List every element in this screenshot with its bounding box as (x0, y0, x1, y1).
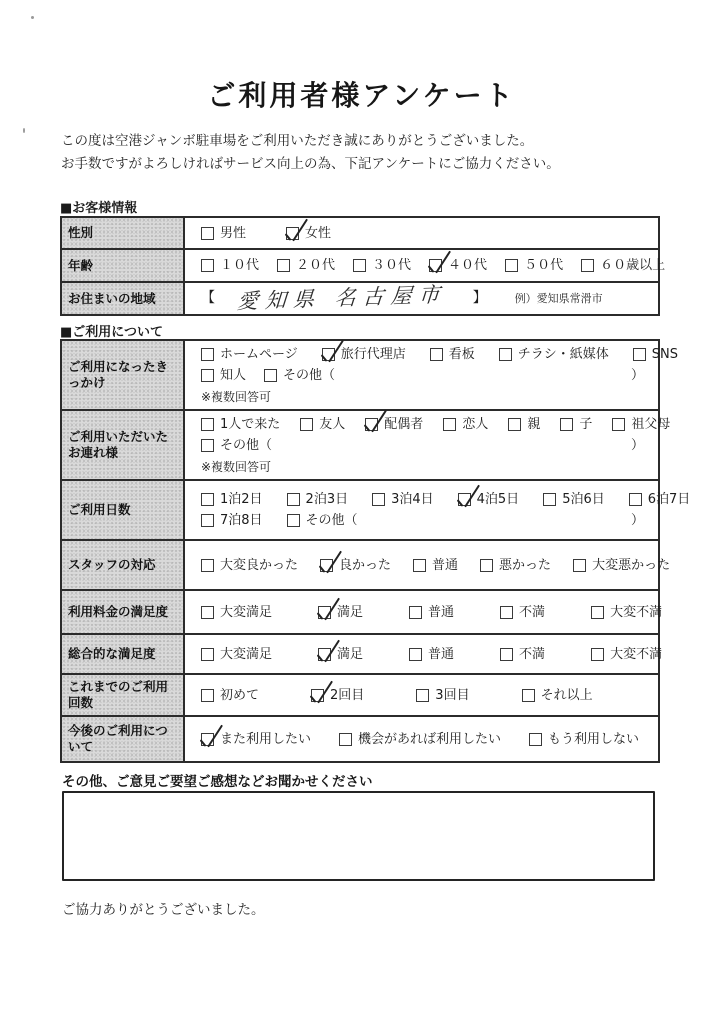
close-paren: ） (630, 513, 644, 528)
checkbox-label: それ以上 (540, 687, 593, 703)
close-bracket: 】 (472, 290, 487, 306)
page-title: ご利用者様アンケート (207, 79, 516, 112)
intro-text (61, 130, 560, 176)
checkbox-label: 大変良かった (220, 557, 299, 573)
section-heading-usage: ■ご利用について (60, 325, 164, 340)
row-label: 年齢 (61, 249, 184, 282)
checkbox[interactable] (287, 493, 300, 506)
table-row-gender (61, 217, 659, 249)
table-row-future-use (61, 716, 659, 762)
checkbox-label: 普通 (428, 604, 455, 620)
checkbox[interactable] (500, 606, 513, 619)
checkbox-label: 大変満足 (220, 646, 273, 662)
checkbox-label: 旅行代理店 (340, 347, 406, 362)
checkbox-option[interactable] (201, 344, 298, 365)
checkbox-label: 初めて (220, 687, 260, 703)
checkbox-label: ２０代 (296, 258, 336, 273)
checkbox[interactable] (201, 439, 214, 452)
checkbox-label: その他（ (220, 438, 273, 453)
checkbox-option[interactable] (416, 685, 469, 706)
checkbox[interactable] (629, 493, 642, 506)
checkbox-option[interactable] (287, 489, 349, 510)
checkbox-option[interactable] (201, 489, 263, 510)
checkbox-option[interactable] (201, 685, 259, 706)
checkbox-option[interactable] (311, 685, 364, 706)
checkbox-label: 看板 (448, 347, 475, 362)
checkbox-option[interactable] (629, 489, 691, 510)
intro-line-2: お手数ですがよろしければサービス向上の為、下記アンケートにご協力ください。 (61, 156, 560, 172)
checkbox-option[interactable] (201, 255, 259, 276)
checkbox-option[interactable] (201, 510, 263, 531)
checkbox-label: 男性 (220, 225, 247, 241)
checkbox[interactable] (612, 418, 625, 431)
checkbox-option[interactable] (201, 644, 272, 665)
checkbox-label: チラシ・紙媒体 (517, 347, 609, 362)
checkbox-option[interactable] (581, 255, 665, 276)
checkbox[interactable] (591, 606, 604, 619)
checkbox[interactable] (560, 418, 573, 431)
checkbox[interactable] (430, 348, 443, 361)
checkbox-label: ３０代 (372, 258, 412, 273)
checkbox[interactable] (458, 493, 471, 506)
checkbox[interactable] (591, 648, 604, 661)
table-row-nights (61, 480, 659, 540)
row-label: お住まいの地域 (61, 282, 184, 315)
checkbox-option[interactable] (429, 255, 487, 276)
close-paren: ） (630, 438, 644, 453)
checkbox[interactable] (505, 259, 518, 272)
checkbox[interactable] (573, 559, 586, 572)
open-bracket: 【 (201, 290, 215, 306)
checkbox-option[interactable] (353, 255, 411, 276)
checkbox[interactable] (318, 648, 331, 661)
checkbox-option[interactable] (409, 644, 454, 665)
row-label: 性別 (61, 217, 184, 249)
checkbox-label: SNS (651, 347, 679, 362)
checkbox-label: 3泊4日 (391, 492, 434, 507)
checkbox-option[interactable] (320, 555, 391, 576)
checkbox-label: 知人 (220, 368, 247, 383)
checkbox-option[interactable] (286, 223, 331, 244)
checkbox[interactable] (500, 648, 513, 661)
row-label: ご利用になったきっかけ (61, 340, 184, 410)
checkbox-label: 6泊7日 (647, 492, 691, 507)
checkbox-label: 祖父母 (631, 417, 671, 432)
checkbox[interactable] (409, 606, 422, 619)
checkbox[interactable] (499, 348, 512, 361)
checkbox-option[interactable] (339, 729, 501, 750)
checkbox[interactable] (508, 418, 521, 431)
thanks-text: ご協力ありがとうございました。 (62, 902, 265, 918)
checkbox-option[interactable] (372, 489, 434, 510)
checkbox[interactable] (353, 259, 366, 272)
checkbox-option[interactable] (365, 414, 423, 435)
checkbox-option[interactable] (201, 602, 272, 623)
comment-heading: その他、ご意見ご要望ご感想などお聞かせください (62, 774, 373, 790)
checkbox-label: その他（ (283, 368, 336, 383)
checkbox-label: 7泊8日 (220, 513, 263, 528)
table-row-overall-satisfaction (61, 634, 659, 674)
checkbox[interactable] (311, 689, 324, 702)
checkbox-option[interactable] (573, 555, 670, 576)
multi-answer-note: ※複数回答可 (201, 460, 272, 474)
table-row-age (61, 249, 659, 282)
usage-table (60, 339, 691, 763)
multi-answer-note: ※複数回答可 (201, 390, 272, 404)
checkbox-label: 大変不満 (610, 604, 663, 620)
checkbox-option[interactable] (500, 602, 545, 623)
checkbox[interactable] (339, 733, 352, 746)
checkbox-option[interactable] (264, 365, 335, 386)
checkbox-label: ６０歳以上 (600, 258, 666, 273)
table-row-trigger (61, 340, 659, 410)
comment-box[interactable] (62, 791, 655, 881)
checkbox-option[interactable] (409, 602, 454, 623)
checkbox-option[interactable] (277, 255, 335, 276)
checkbox-label: 3回目 (435, 687, 470, 703)
close-paren: ） (630, 368, 644, 383)
checkbox-label: ５０代 (524, 258, 564, 273)
checkbox[interactable] (365, 418, 378, 431)
checkbox-option[interactable] (529, 729, 639, 750)
checkbox-option[interactable] (543, 489, 605, 510)
checkbox-label: また利用したい (220, 731, 312, 747)
checkbox-label: 配偶者 (384, 417, 424, 432)
checkbox-option[interactable] (499, 344, 609, 365)
table-row-staff (61, 540, 659, 590)
checkbox[interactable] (633, 348, 646, 361)
checkbox-option[interactable] (500, 644, 545, 665)
row-label: 利用料金の満足度 (61, 590, 184, 634)
checkbox-option[interactable] (443, 414, 488, 435)
checkbox-label: １０代 (220, 258, 260, 273)
scan-speck (31, 16, 34, 19)
row-label: これまでのご利用回数 (61, 674, 184, 716)
checkbox[interactable] (201, 733, 214, 746)
table-row-region (61, 282, 659, 315)
table-row-price-satisfaction (61, 590, 659, 634)
checkbox[interactable] (264, 369, 277, 382)
checkbox-label: 子 (579, 417, 593, 432)
checkbox-option[interactable] (318, 602, 363, 623)
checkbox-label: 大変悪かった (592, 557, 671, 573)
checkbox-label: ホームページ (220, 347, 298, 362)
region-input[interactable] (184, 282, 659, 315)
row-label: 総合的な満足度 (61, 634, 184, 674)
checkbox-label: 女性 (305, 225, 332, 241)
checkbox-option[interactable] (591, 602, 662, 623)
checkbox-option[interactable] (612, 414, 670, 435)
checkbox-option[interactable] (287, 510, 358, 531)
checkbox-label: 普通 (432, 557, 459, 573)
checkbox[interactable] (443, 418, 456, 431)
checkbox[interactable] (322, 348, 335, 361)
checkbox-label: 1泊2日 (220, 492, 263, 507)
intro-line-1: この度は空港ジャンボ駐車場をご利用いただき誠にありがとうございました。 (61, 133, 534, 149)
checkbox-option[interactable] (413, 555, 458, 576)
checkbox-option[interactable] (505, 255, 563, 276)
checkbox[interactable] (287, 514, 300, 527)
checkbox[interactable] (201, 559, 214, 572)
checkbox[interactable] (201, 514, 214, 527)
checkbox[interactable] (480, 559, 493, 572)
checkbox-label: 機会があれば利用したい (358, 731, 502, 747)
checkbox-label: 親 (527, 417, 541, 432)
checkbox-label: 不満 (519, 646, 546, 662)
checkbox-option[interactable] (201, 555, 298, 576)
checkbox-label: 友人 (319, 417, 346, 432)
table-row-companions (61, 410, 659, 480)
checkbox-label: 良かった (339, 557, 392, 573)
checkbox[interactable] (300, 418, 313, 431)
checkbox[interactable] (416, 689, 429, 702)
checkbox-option[interactable] (522, 685, 593, 706)
checkbox-option[interactable] (201, 414, 280, 435)
section-heading-customer-info: ■お客様情報 (60, 201, 138, 216)
row-label: ご利用いただいたお連れ様 (61, 410, 184, 480)
checkbox-option[interactable] (201, 729, 311, 750)
checkbox-label: その他（ (305, 513, 358, 528)
checkbox[interactable] (201, 493, 214, 506)
checkbox-label: 5泊6日 (562, 492, 605, 507)
row-label: スタッフの対応 (61, 540, 184, 590)
table-row-visit-count (61, 674, 659, 716)
checkbox-label: 恋人 (462, 417, 489, 432)
checkbox[interactable] (277, 259, 290, 272)
checkbox-label: 普通 (428, 646, 455, 662)
customer-info-table (60, 216, 666, 316)
checkbox[interactable] (529, 733, 542, 746)
checkbox-option[interactable] (201, 365, 246, 386)
checkbox[interactable] (409, 648, 422, 661)
checkbox-label: 不満 (519, 604, 546, 620)
checkbox[interactable] (201, 227, 214, 240)
checkbox[interactable] (201, 606, 214, 619)
checkbox-label: 1人で来た (220, 417, 281, 432)
checkbox[interactable] (201, 689, 214, 702)
checkbox-option[interactable] (458, 489, 520, 510)
checkbox-option[interactable] (201, 435, 272, 456)
row-label: 今後のご利用について (61, 716, 184, 762)
checkbox-option[interactable] (430, 344, 475, 365)
checkbox-option[interactable] (508, 414, 540, 435)
checkbox-option[interactable] (591, 644, 662, 665)
checkbox-option[interactable] (560, 414, 592, 435)
checkbox[interactable] (522, 689, 535, 702)
checkbox-option[interactable] (318, 644, 363, 665)
checkbox-label: 悪かった (499, 557, 552, 573)
checkbox[interactable] (201, 418, 214, 431)
checkbox[interactable] (201, 348, 214, 361)
checkbox-label: 満足 (337, 646, 364, 662)
checkbox[interactable] (429, 259, 442, 272)
checkbox-option[interactable] (300, 414, 345, 435)
checkbox-label: 大変満足 (220, 604, 273, 620)
checkbox-label: ４０代 (448, 258, 488, 273)
region-handwritten-value: 愛知県 名古屋市 (236, 282, 448, 314)
checkbox[interactable] (372, 493, 385, 506)
checkbox-label: 4泊5日 (476, 492, 520, 507)
checkbox[interactable] (413, 559, 426, 572)
checkbox[interactable] (201, 259, 214, 272)
checkbox-option[interactable] (322, 344, 406, 365)
checkbox[interactable] (201, 648, 214, 661)
scan-speck (23, 128, 25, 133)
checkbox[interactable] (318, 606, 331, 619)
checkbox-label: 2泊3日 (305, 492, 349, 507)
checkbox[interactable] (543, 493, 556, 506)
checkbox[interactable] (581, 259, 594, 272)
checkbox-option[interactable] (201, 223, 246, 244)
checkbox-option[interactable] (633, 344, 678, 365)
checkbox-label: 2回目 (330, 687, 365, 703)
row-label: ご利用日数 (61, 480, 184, 540)
checkbox[interactable] (320, 559, 333, 572)
checkbox[interactable] (286, 227, 299, 240)
checkbox-label: 満足 (337, 604, 364, 620)
checkbox[interactable] (201, 369, 214, 382)
region-example: 例）愛知県常滑市 (514, 292, 603, 305)
checkbox-option[interactable] (480, 555, 551, 576)
checkbox-label: もう利用しない (548, 731, 640, 747)
checkbox-label: 大変不満 (610, 646, 663, 662)
